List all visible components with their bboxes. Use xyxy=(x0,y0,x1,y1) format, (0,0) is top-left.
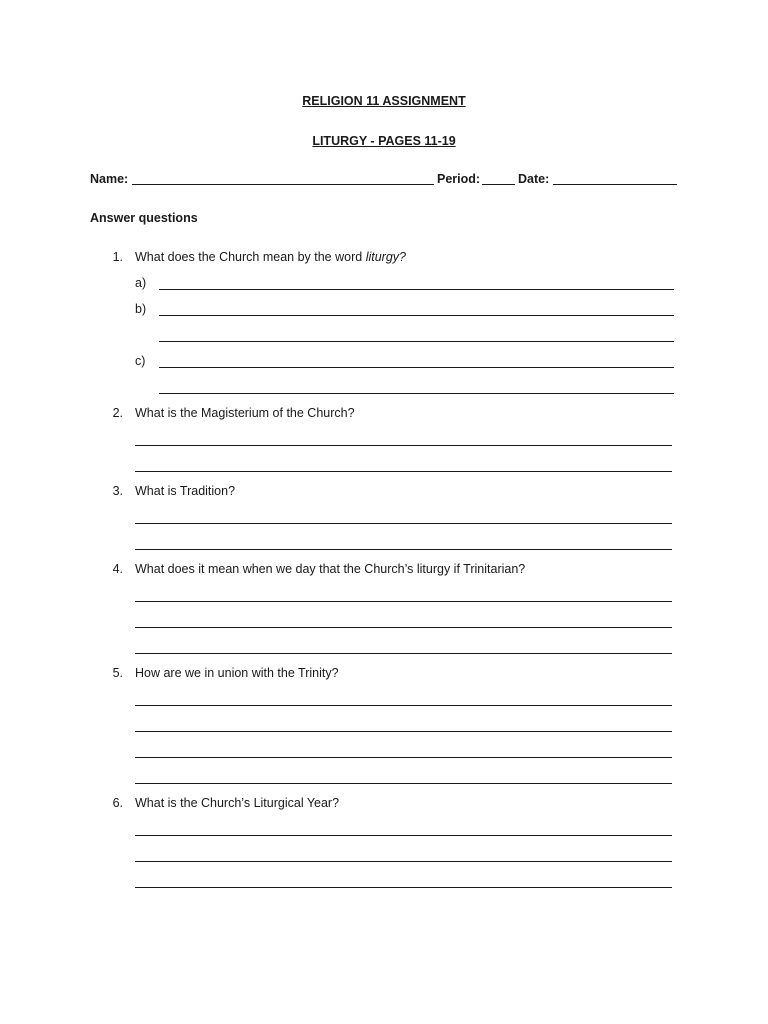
question-text: How are we in union with the Trinity? xyxy=(135,666,339,680)
question-text-plain: What does the Church mean by the word xyxy=(135,250,366,264)
question-number: 4. xyxy=(112,562,123,576)
answer-line[interactable] xyxy=(135,757,672,758)
instructions: Answer questions xyxy=(90,211,198,225)
date-label: Date: xyxy=(518,172,550,186)
part-label: b) xyxy=(135,302,147,316)
answer-line[interactable] xyxy=(135,445,672,446)
answer-line[interactable] xyxy=(135,523,672,524)
question-number: 3. xyxy=(112,484,123,498)
answer-line[interactable] xyxy=(135,887,672,888)
answer-line[interactable] xyxy=(135,601,672,602)
answer-line[interactable] xyxy=(159,393,674,394)
answer-line[interactable] xyxy=(135,549,672,550)
answer-line[interactable] xyxy=(159,315,674,316)
answer-line[interactable] xyxy=(159,367,674,368)
answer-line[interactable] xyxy=(135,471,672,472)
answer-line[interactable] xyxy=(159,341,674,342)
answer-line[interactable] xyxy=(135,653,672,654)
question-text: What does it mean when we day that the Church’s liturgy if Trinitarian? xyxy=(135,562,526,576)
question-text: What is the Magisterium of the Church? xyxy=(135,406,355,420)
answer-line[interactable] xyxy=(135,835,672,836)
question-text xyxy=(135,250,406,264)
question-text-italic: liturgy? xyxy=(365,250,406,264)
name-label: Name: xyxy=(90,172,129,186)
answer-line[interactable] xyxy=(135,705,672,706)
answer-line[interactable] xyxy=(135,731,672,732)
date-blank[interactable] xyxy=(553,184,677,185)
answer-line[interactable] xyxy=(135,861,672,862)
answer-line[interactable] xyxy=(135,783,672,784)
question-number: 6. xyxy=(112,796,123,810)
question-text: What is the Church’s Liturgical Year? xyxy=(135,796,340,810)
part-label: c) xyxy=(135,354,146,368)
period-label: Period: xyxy=(437,172,481,186)
assignment-subtitle: LITURGY - PAGES 11-19 xyxy=(312,134,456,148)
question-number: 1. xyxy=(112,250,123,264)
question-number: 5. xyxy=(112,666,123,680)
answer-line[interactable] xyxy=(159,289,674,290)
period-blank[interactable] xyxy=(482,184,515,185)
name-blank[interactable] xyxy=(132,184,434,185)
answer-line[interactable] xyxy=(135,627,672,628)
assignment-title: RELIGION 11 ASSIGNMENT xyxy=(302,94,466,108)
question-text: What is Tradition? xyxy=(135,484,236,498)
part-label: a) xyxy=(135,276,147,290)
question-number: 2. xyxy=(112,406,123,420)
